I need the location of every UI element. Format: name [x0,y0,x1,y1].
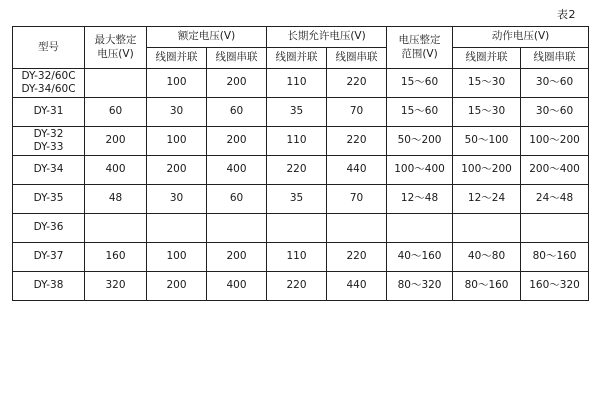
model-cell [13,156,85,185]
header-voltage-setting-range [387,27,453,69]
cell-rated-series [207,214,267,243]
table-row [13,185,589,214]
model-cell [13,127,85,156]
cell-setting-range: 100～400 [387,156,453,185]
header-max-setting-voltage [85,27,147,69]
cell-action-parallel: 50～100 [453,127,521,156]
specification-table [12,26,589,301]
model-label: DY-32 [33,127,64,140]
cell-action-series: 160～320 [521,272,589,301]
table-row [13,243,589,272]
cell-rated-parallel: 200 [147,156,207,185]
header-long-term-allowed-voltage: 长期允许电压(V) [267,27,387,48]
model-cell [13,98,85,127]
header-allowed-coil-parallel: 线圈并联 [267,48,327,69]
cell-action-series: 30～60 [521,69,589,98]
cell-setting-range: 15～60 [387,69,453,98]
table-caption: 表2 [557,8,576,21]
cell-setting-range [387,214,453,243]
header-model: 型号 [13,27,85,69]
header-rated-coil-parallel: 线圈并联 [147,48,207,69]
cell-action-series [521,214,589,243]
cell-action-parallel: 40～80 [453,243,521,272]
cell-action-series: 100～200 [521,127,589,156]
header-action-voltage: 动作电压(V) [453,27,589,48]
cell-allowed-series: 220 [327,127,387,156]
header-action-coil-series: 线圈串联 [521,48,589,69]
header-voltage-setting-range-line2: 范围(V) [401,47,438,60]
cell-allowed-parallel: 35 [267,185,327,214]
model-label: DY-33 [33,141,64,153]
model-label: DY-37 [33,250,64,263]
cell-setting-range: 40～160 [387,243,453,272]
cell-allowed-parallel: 110 [267,69,327,98]
cell-rated-parallel: 30 [147,98,207,127]
cell-max-setting-voltage: 320 [85,272,147,301]
cell-rated-series: 400 [207,156,267,185]
cell-allowed-series: 70 [327,98,387,127]
cell-rated-series: 200 [207,69,267,98]
cell-allowed-series [327,214,387,243]
cell-setting-range: 15～60 [387,98,453,127]
cell-max-setting-voltage: 400 [85,156,147,185]
cell-allowed-parallel [267,214,327,243]
model-label: DY-34 [33,163,64,176]
cell-action-parallel: 15～30 [453,69,521,98]
cell-rated-series: 400 [207,272,267,301]
header-rated-voltage: 额定电压(V) [147,27,267,48]
cell-max-setting-voltage [85,214,147,243]
model-label: DY-35 [33,192,64,205]
cell-allowed-series: 70 [327,185,387,214]
model-cell [13,272,85,301]
cell-rated-parallel: 200 [147,272,207,301]
cell-max-setting-voltage: 200 [85,127,147,156]
cell-allowed-parallel: 110 [267,243,327,272]
cell-rated-series: 60 [207,185,267,214]
cell-action-series: 80～160 [521,243,589,272]
header-max-setting-voltage-line1: 最大整定 [94,34,137,47]
table-row [13,98,589,127]
cell-allowed-series: 440 [327,272,387,301]
cell-action-series: 24～48 [521,185,589,214]
table-row [13,156,589,185]
model-label: DY-38 [33,279,64,292]
header-voltage-setting-range-line1: 电压整定 [398,34,441,47]
cell-allowed-parallel: 220 [267,156,327,185]
cell-setting-range: 12～48 [387,185,453,214]
cell-action-parallel [453,214,521,243]
cell-setting-range: 80～320 [387,272,453,301]
cell-allowed-parallel: 35 [267,98,327,127]
cell-action-parallel: 12～24 [453,185,521,214]
cell-max-setting-voltage: 60 [85,98,147,127]
cell-rated-series: 60 [207,98,267,127]
cell-max-setting-voltage: 160 [85,243,147,272]
model-label: DY-32/60C [21,69,76,82]
table-row [13,272,589,301]
cell-rated-parallel [147,214,207,243]
table-row [13,69,589,98]
header-allowed-coil-series: 线圈串联 [327,48,387,69]
cell-allowed-series: 440 [327,156,387,185]
cell-max-setting-voltage: 48 [85,185,147,214]
header-action-coil-parallel: 线圈并联 [453,48,521,69]
cell-rated-parallel: 30 [147,185,207,214]
cell-rated-parallel: 100 [147,69,207,98]
model-cell [13,69,85,98]
cell-max-setting-voltage [85,69,147,98]
cell-allowed-series: 220 [327,243,387,272]
header-max-setting-voltage-line2: 电压(V) [97,47,134,60]
cell-action-parallel: 15～30 [453,98,521,127]
table-header-row-1 [13,27,589,48]
header-rated-coil-series: 线圈串联 [207,48,267,69]
cell-setting-range: 50～200 [387,127,453,156]
model-label: DY-34/60C [21,83,76,95]
model-label: DY-31 [33,105,64,118]
cell-action-series: 30～60 [521,98,589,127]
cell-allowed-series: 220 [327,69,387,98]
model-cell [13,214,85,243]
cell-action-parallel: 80～160 [453,272,521,301]
cell-allowed-parallel: 220 [267,272,327,301]
cell-rated-parallel: 100 [147,243,207,272]
cell-rated-series: 200 [207,243,267,272]
model-cell [13,185,85,214]
model-label: DY-36 [33,221,64,234]
table-row [13,127,589,156]
cell-action-series: 200～400 [521,156,589,185]
cell-rated-series: 200 [207,127,267,156]
cell-allowed-parallel: 110 [267,127,327,156]
cell-action-parallel: 100～200 [453,156,521,185]
table-row [13,214,589,243]
model-cell [13,243,85,272]
cell-rated-parallel: 100 [147,127,207,156]
